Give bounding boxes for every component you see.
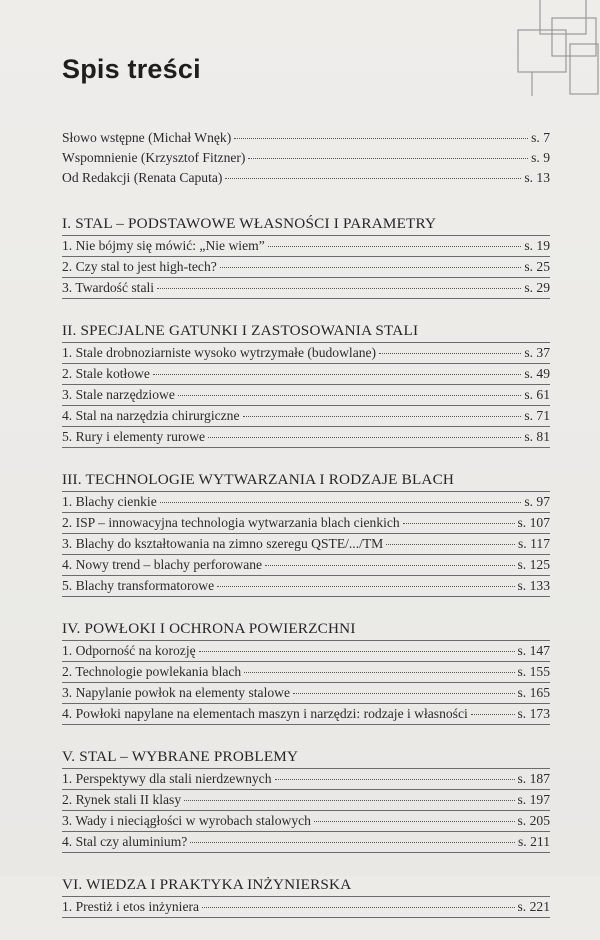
section-heading: III. TECHNOLOGIE WYTWARZANIA I RODZAJE BLACH bbox=[62, 471, 455, 488]
toc-entry-title: 5. Blachy transformatorowe bbox=[62, 578, 215, 593]
dot-leader bbox=[160, 501, 522, 503]
toc-entry bbox=[62, 235, 550, 256]
toc-section bbox=[62, 321, 550, 448]
toc-entry bbox=[62, 703, 550, 725]
toc-entry-page: s. 125 bbox=[517, 557, 550, 572]
toc-entry-title: 1. Perspektywy dla stali nierdzewnych bbox=[62, 771, 272, 786]
toc-entry bbox=[62, 405, 550, 426]
toc-entry bbox=[62, 491, 550, 512]
section-heading: V. STAL – WYBRANE PROBLEMY bbox=[62, 748, 299, 765]
toc-entry-page: s. 19 bbox=[524, 238, 550, 253]
toc-entry bbox=[62, 640, 550, 661]
toc-entry bbox=[62, 256, 550, 277]
toc-entry bbox=[62, 128, 550, 148]
section-entries bbox=[62, 235, 550, 299]
toc-entry-page: s. 197 bbox=[517, 792, 550, 807]
toc-entry-page: s. 37 bbox=[524, 345, 550, 360]
toc-entry-title: 3. Napylanie powłok na elementy stalowe bbox=[62, 685, 291, 700]
toc-entry-page: s. 107 bbox=[517, 515, 550, 530]
toc-entry-title: 4. Stal na narzędzia chirurgiczne bbox=[62, 408, 240, 423]
toc-intro-section bbox=[62, 128, 550, 188]
toc-entry-page: s. 117 bbox=[518, 536, 550, 551]
toc-entry bbox=[62, 896, 550, 918]
toc-entry-page: s. 205 bbox=[517, 813, 550, 828]
dot-leader bbox=[243, 415, 522, 417]
toc-entry-title: 4. Powłoki napylane na elementach maszyn i narzędzi: rodzaje i własności bbox=[62, 706, 468, 721]
toc-entry-page: s. 165 bbox=[517, 685, 550, 700]
dot-leader bbox=[471, 713, 515, 715]
dot-leader bbox=[217, 585, 514, 587]
toc-entry-page: s. 81 bbox=[524, 429, 550, 444]
dot-leader bbox=[248, 157, 528, 159]
page-title: Spis treści bbox=[62, 54, 201, 84]
section-heading: IV. POWŁOKI I OCHRONA POWIERZCHNI bbox=[62, 620, 356, 637]
toc-section bbox=[62, 214, 550, 299]
section-entries bbox=[62, 896, 550, 918]
toc-entry-title: 3. Stale narzędziowe bbox=[62, 387, 175, 402]
toc-entry-page: s. 133 bbox=[517, 578, 550, 593]
toc-entry-title: 1. Odporność na korozję bbox=[62, 643, 196, 658]
dot-leader bbox=[386, 543, 515, 545]
toc-entry-title: 1. Stale drobnoziarniste wysoko wytrzymałe (budowlane) bbox=[62, 345, 377, 360]
toc-entry bbox=[62, 789, 550, 810]
section-heading: II. SPECJALNE GATUNKI I ZASTOSOWANIA STALI bbox=[62, 322, 419, 339]
dot-leader bbox=[153, 373, 521, 375]
toc-section bbox=[62, 470, 550, 597]
dot-leader bbox=[184, 799, 514, 801]
dot-leader bbox=[225, 177, 521, 179]
toc-entry-title: 1. Blachy cienkie bbox=[62, 494, 157, 509]
toc-entry-title: 1. Prestiż i etos inżyniera bbox=[62, 899, 200, 914]
toc-entry-page: s. 147 bbox=[517, 643, 550, 658]
toc-entry bbox=[62, 682, 550, 703]
toc-entry bbox=[62, 831, 550, 853]
dot-leader bbox=[403, 522, 515, 524]
dot-leader bbox=[265, 564, 514, 566]
section-entries bbox=[62, 768, 550, 853]
toc-entry-page: s. 187 bbox=[517, 771, 550, 786]
toc-entry-page: s. 49 bbox=[524, 366, 550, 381]
toc-entry-title: 2. Rynek stali II klasy bbox=[62, 792, 182, 807]
toc-entry-page: s. 9 bbox=[531, 150, 550, 165]
dot-leader bbox=[202, 906, 514, 908]
toc-entry-page: s. 221 bbox=[517, 899, 550, 914]
toc-entry-page: s. 29 bbox=[524, 280, 550, 295]
toc-entry-page: s. 13 bbox=[524, 170, 550, 185]
toc-entry-title: 5. Rury i elementy rurowe bbox=[62, 429, 206, 444]
toc-entry bbox=[62, 533, 550, 554]
section-heading: VI. WIEDZA I PRAKTYKA INŻYNIERSKA bbox=[62, 876, 352, 893]
toc-entry-title: 3. Twardość stali bbox=[62, 280, 155, 295]
section-heading: I. STAL – PODSTAWOWE WŁASNOŚCI I PARAMETRY bbox=[62, 215, 437, 232]
toc-entry-title: 2. Technologie powlekania blach bbox=[62, 664, 242, 679]
toc-entry-page: s. 173 bbox=[517, 706, 550, 721]
toc-entry bbox=[62, 168, 550, 188]
toc-entry-page: s. 155 bbox=[517, 664, 550, 679]
dot-leader bbox=[244, 671, 514, 673]
decorative-squares-icon bbox=[512, 0, 600, 96]
toc-entry bbox=[62, 342, 550, 363]
toc-entry-page: s. 97 bbox=[524, 494, 550, 509]
toc-entry-page: s. 71 bbox=[524, 408, 550, 423]
toc-entry bbox=[62, 426, 550, 448]
toc-entry bbox=[62, 363, 550, 384]
toc-entry-title: Wspomnienie (Krzysztof Fitzner) bbox=[62, 150, 246, 165]
section-entries bbox=[62, 342, 550, 448]
dot-leader bbox=[234, 137, 528, 139]
toc-entry bbox=[62, 554, 550, 575]
dot-leader bbox=[178, 394, 521, 396]
toc-entry bbox=[62, 768, 550, 789]
toc-entry bbox=[62, 148, 550, 168]
toc-entry-title: 3. Blachy do kształtowania na zimno szeregu QSTE/.../TM bbox=[62, 536, 384, 551]
toc-entry-title: Słowo wstępne (Michał Wnęk) bbox=[62, 130, 232, 145]
toc-entry-title: 2. ISP – innowacyjna technologia wytwarzania blach cienkich bbox=[62, 515, 400, 530]
toc-entry-title: Od Redakcji (Renata Caputa) bbox=[62, 170, 223, 185]
dot-leader bbox=[157, 287, 521, 289]
toc-entry-page: s. 211 bbox=[518, 834, 550, 849]
toc-entry-page: s. 61 bbox=[524, 387, 550, 402]
toc-entry bbox=[62, 661, 550, 682]
table-of-contents bbox=[62, 128, 550, 940]
dot-leader bbox=[275, 778, 515, 780]
toc-entry-title: 3. Wady i nieciągłości w wyrobach stalowych bbox=[62, 813, 311, 828]
dot-leader bbox=[190, 841, 515, 843]
toc-entry-title: 1. Nie bójmy się mówić: „Nie wiem” bbox=[62, 238, 265, 253]
toc-entry bbox=[62, 575, 550, 597]
toc-entry bbox=[62, 277, 550, 299]
dot-leader bbox=[220, 266, 522, 268]
dot-leader bbox=[199, 650, 515, 652]
dot-leader bbox=[293, 692, 515, 694]
dot-leader bbox=[379, 352, 521, 354]
dot-leader bbox=[208, 436, 521, 438]
toc-entry-title: 2. Stale kotłowe bbox=[62, 366, 150, 381]
toc-entry bbox=[62, 810, 550, 831]
section-entries bbox=[62, 640, 550, 725]
dot-leader bbox=[314, 820, 515, 822]
toc-entry-page: s. 25 bbox=[524, 259, 550, 274]
toc-entry-title: 4. Nowy trend – blachy perforowane bbox=[62, 557, 263, 572]
toc-entry-title: 4. Stal czy aluminium? bbox=[62, 834, 188, 849]
dot-leader bbox=[268, 245, 522, 247]
toc-section bbox=[62, 619, 550, 725]
toc-entry bbox=[62, 512, 550, 533]
toc-entry-page: s. 7 bbox=[531, 130, 550, 145]
section-entries bbox=[62, 491, 550, 597]
toc-entry-title: 2. Czy stal to jest high-tech? bbox=[62, 259, 217, 274]
toc-section bbox=[62, 875, 550, 918]
toc-entry bbox=[62, 384, 550, 405]
toc-section bbox=[62, 747, 550, 853]
